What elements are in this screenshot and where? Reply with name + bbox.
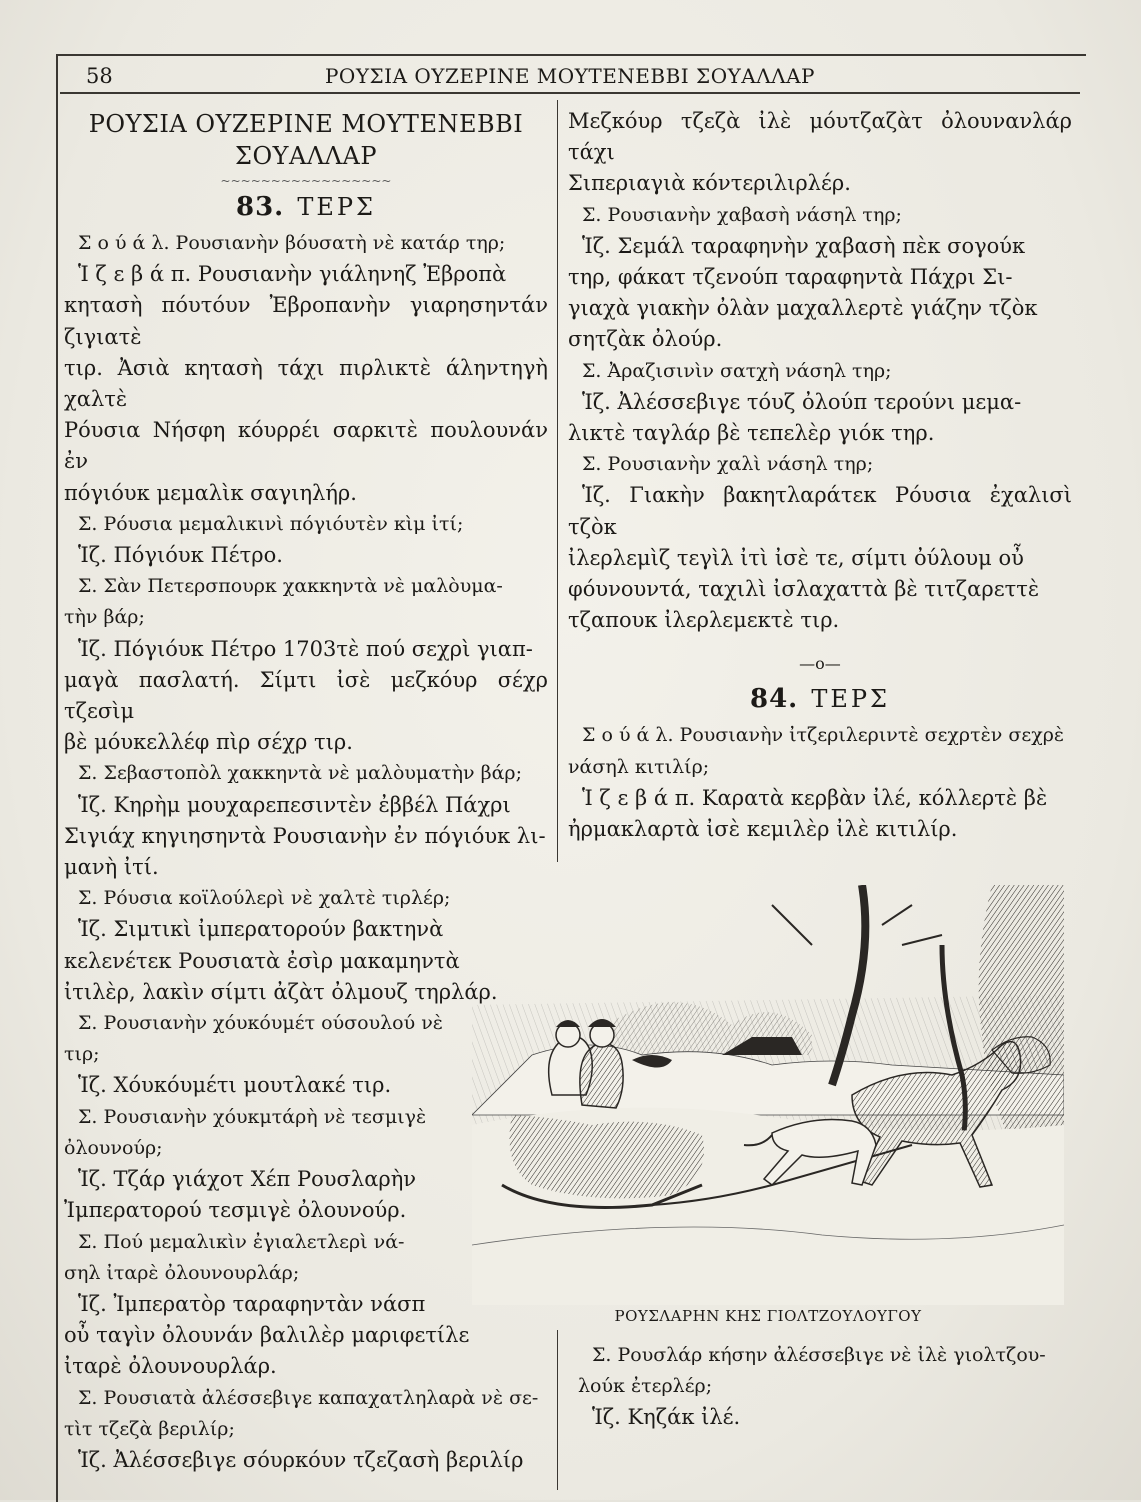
text-line: τηρ, φάκατ τζενούπ ταραφηντὰ Πάχρι Σι- xyxy=(568,265,1013,290)
text-line: Σ. Ρουσιανὴν χόυκμτάρὴ νὲ τεσμιγὲ xyxy=(78,1105,427,1128)
article-title-line1: ΡΟΥΣΙΑ ΟΥΖΕΡΙΝΕ ΜΟΥΤΕΝΕΒΒΙ xyxy=(88,110,524,138)
article-title-line2: ΣΟΥΑΛΛΑΡ xyxy=(235,142,377,170)
text-line: Ἱ ζ ε β ά π. Καρατὰ κερβὰν ἰλέ, κόλλερτὲ βὲ xyxy=(582,785,1048,810)
text-line: Ἱζ. Σιμτικὶ ἰμπερατορούν βακτηνὰ xyxy=(78,917,444,942)
text-line: φόυνουντά, ταχιλὶ ἰσλαχαττὰ βὲ τιτζαρεττὲ xyxy=(568,577,1040,602)
text-line: Ἱζ. Ἰμπερατὸρ ταραφηντὰν νάσπ xyxy=(78,1291,426,1316)
text-line: Ἱζ. Τζάρ γιάχοτ Χέπ Ρουσλαρὴν xyxy=(78,1167,417,1192)
text-line: Σ ο ύ ά λ. Ρουσιανὴν ἰτζεριλεριντὲ σεχρτὲν σεχρὲ xyxy=(582,724,1065,747)
lesson-84-word: ΤΕΡΣ xyxy=(811,685,890,714)
text-line: τὴν βάρ; xyxy=(64,606,145,629)
lesson-83-word: ΤΕΡΣ xyxy=(297,193,376,221)
text-line: Μεζκόυρ τζεζὰ ἰλὲ μόυτζαζὰτ ὀλουνανλάρ τάχι xyxy=(568,109,1072,165)
text-line: Ἱζ. Ἀλέσσεβιγε τόυζ ὀλούπ τερούνι μεμα- xyxy=(582,389,1022,414)
text-line: μανὴ ἰτί. xyxy=(64,855,159,880)
text-line: Ἱζ. Κηρὴμ μουχαρεπεσιντὲν ἐββέλ Πάχρι xyxy=(78,792,511,817)
text-line: Ἱζ. Ἀλέσσεβιγε σόυρκόυν τζεζασὴ βεριλίρ xyxy=(78,1447,524,1472)
text-line: ἰταρὲ ὀλουνουρλάρ. xyxy=(64,1354,277,1379)
text-line: Σ. Σὰν Πετερσπουρκ χακκηντὰ νὲ μαλὸυμα- xyxy=(78,575,503,598)
text-line: Σ. Ρόυσια μεμαλικινὶ πόγιόυτὲν κὶμ ἰτί; xyxy=(78,512,464,535)
text-line: ἰτιλὲρ, λακὶν σίμτι ἀζὰτ ὀλμουζ τηρλάρ. xyxy=(64,979,498,1004)
text-line: Ρόυσια Νήσφη κόυρρέι σαρκιτὲ πουλουνάν ἐν xyxy=(64,418,548,474)
text-line: τιρ. Ἀσιὰ κητασὴ τάχι πιρλικτὲ άληντηγὴ χαλτὲ xyxy=(64,355,548,412)
text-line: Ἱζ. Κηζάκ ἰλέ. xyxy=(592,1405,741,1430)
text-line: κητασὴ πόυτόυν Ἐβροπανὴν γιαρησηντάν ζιγιατὲ xyxy=(64,293,548,349)
running-title: ΡΟΥΣΙΑ ΟΥΖΕΡΙΝΕ ΜΟΥΤΕΝΕΒΒΙ ΣΟΥΑΛΛΑΡ xyxy=(324,64,816,88)
lesson-83-heading xyxy=(64,192,548,222)
text-line: Σ. Ρουσιανὴν χαβασὴ νάσηλ τηρ; xyxy=(582,203,902,226)
text-line: λούκ ἐτερλέρ; xyxy=(578,1375,713,1398)
text-line: Ἱζ. Χόυκόυμέτι μουτλακέ τιρ. xyxy=(78,1073,392,1098)
text-line: Σ. Ρουσιανὴν χαλὶ νάσηλ τηρ; xyxy=(582,453,874,476)
text-line: τὶτ τζεζὰ βεριλίρ; xyxy=(64,1417,235,1440)
section-divider: —o— xyxy=(799,654,841,674)
page-number: 58 xyxy=(86,64,113,88)
right-column xyxy=(568,106,1072,845)
text-line: Ἱ ζ ε β ά π. Ρουσιανὴν γιάληνηζ Ἐβροπὰ xyxy=(78,262,507,287)
text-line: σητζὰκ ὀλούρ. xyxy=(568,327,723,352)
right-column-lower xyxy=(578,1340,1072,1434)
running-header xyxy=(60,58,1080,94)
text-line: Ἰμπερατορού τεσμιγὲ ὀλουνούρ. xyxy=(64,1198,407,1223)
text-line: Ἱζ. Πόγιόυκ Πέτρο 1703τὲ πού σεχρὶ γιαπ- xyxy=(78,636,533,661)
lesson-84-heading xyxy=(568,684,1072,714)
text-line: ἰλερλεμὶζ τεγὶλ ἰτὶ ἰσὲ τε, σίμτι ὀύλουμ οὖ xyxy=(568,545,1024,570)
text-line: σηλ ἰταρὲ ὀλουνουρλάρ; xyxy=(64,1261,300,1284)
text-line: λικτὲ ταγλάρ βὲ τεπελὲρ γιόκ τηρ. xyxy=(568,421,935,446)
text-line: Σ. Πού μεμαλικὶν ἐγιαλετλερὶ νά- xyxy=(78,1230,405,1253)
lesson-83-number: 83. xyxy=(236,192,285,222)
sleigh-engraving-illustration xyxy=(472,885,1064,1305)
text-line: Σ. Ρουσιανὴν χόυκόυμέτ ούσουλού νὲ xyxy=(78,1012,443,1035)
text-line: Σ. Ρόυσια κοϊλούλερὶ νὲ χαλτὲ τιρλέρ; xyxy=(78,887,451,910)
text-line: Σιγιάχ κηγιησηντὰ Ρουσιανὴν ἐν πόγιόυκ λι- xyxy=(64,823,546,848)
text-line: Ἱζ. Σεμάλ ταραφηνὴν χαβασὴ πὲκ σογούκ xyxy=(582,233,1026,258)
text-line: κελενέτεκ Ρουσιατὰ ἐσὶρ μακαμηντὰ xyxy=(64,948,460,973)
text-line: Ἱζ. Γιακὴν βακητλαράτεκ Ρόυσια ἐχαλισὶ τζὸκ xyxy=(568,483,1072,539)
text-line: ἠρμακλαρτὰ ἰσὲ κεμιλὲρ ἰλὲ κιτιλίρ. xyxy=(568,817,958,842)
text-line: Σ. Σεβαστοπὸλ χακκηντὰ νὲ μαλὸυματὴν βάρ; xyxy=(78,762,522,785)
column-divider-lower xyxy=(557,1330,558,1490)
text-line: Σ ο ύ ά λ. Ρουσιανὴν βόυσατὴ νὲ κατάρ τηρ; xyxy=(78,232,506,254)
title-ornament: ~~~~~~~~~~~~~~~~~ xyxy=(220,174,392,188)
text-line: Σ. Ρουσλάρ κήσην ἀλέσσεβιγε νὲ ἰλὲ γιολτζου- xyxy=(592,1344,1046,1366)
text-line: μαγὰ πασλατή. Σίμτι ἰσὲ μεζκόυρ σέχρ τζεσὶμ xyxy=(64,667,548,724)
text-line: νάσηλ κιτιλίρ; xyxy=(568,755,710,778)
text-line: Σιπεριαγιὰ κόντεριλιρλέρ. xyxy=(568,171,851,196)
text-line: γιαχὰ γιακὴν ὀλὰν μαχαλλερτὲ γιάζην τζὸκ xyxy=(568,296,1038,321)
text-line: Ἱζ. Πόγιόυκ Πέτρο. xyxy=(78,543,283,568)
illustration-caption: ΡΟΥΣΛΑΡΗΝ ΚΗΣ ΓΙΟΛΤΖΟΥΛΟΥΓΟΥ xyxy=(614,1307,922,1325)
lesson-84-number: 84. xyxy=(750,684,799,715)
text-line: τιρ; xyxy=(64,1043,100,1066)
column-divider xyxy=(557,100,558,862)
text-line: Σ. Ἀραζισινὶν σατχὴ νάσηλ τηρ; xyxy=(582,359,892,382)
text-line: οὖ ταγὶν ὀλουνάν βαλιλὲρ μαριφετίλε xyxy=(64,1323,470,1348)
text-line: πόγιόυκ μεμαλὶκ σαγιηλήρ. xyxy=(64,480,357,505)
text-line: βὲ μόυκελλέφ πὶρ σέχρ τιρ. xyxy=(64,730,353,755)
text-line: τζαπουκ ἰλερλεμεκτὲ τιρ. xyxy=(568,608,840,633)
text-line: ὀλουνούρ; xyxy=(64,1136,163,1159)
text-line: Σ. Ρουσιατὰ ἀλέσσεβιγε καπαχατληλαρὰ νὲ σε- xyxy=(78,1386,539,1409)
